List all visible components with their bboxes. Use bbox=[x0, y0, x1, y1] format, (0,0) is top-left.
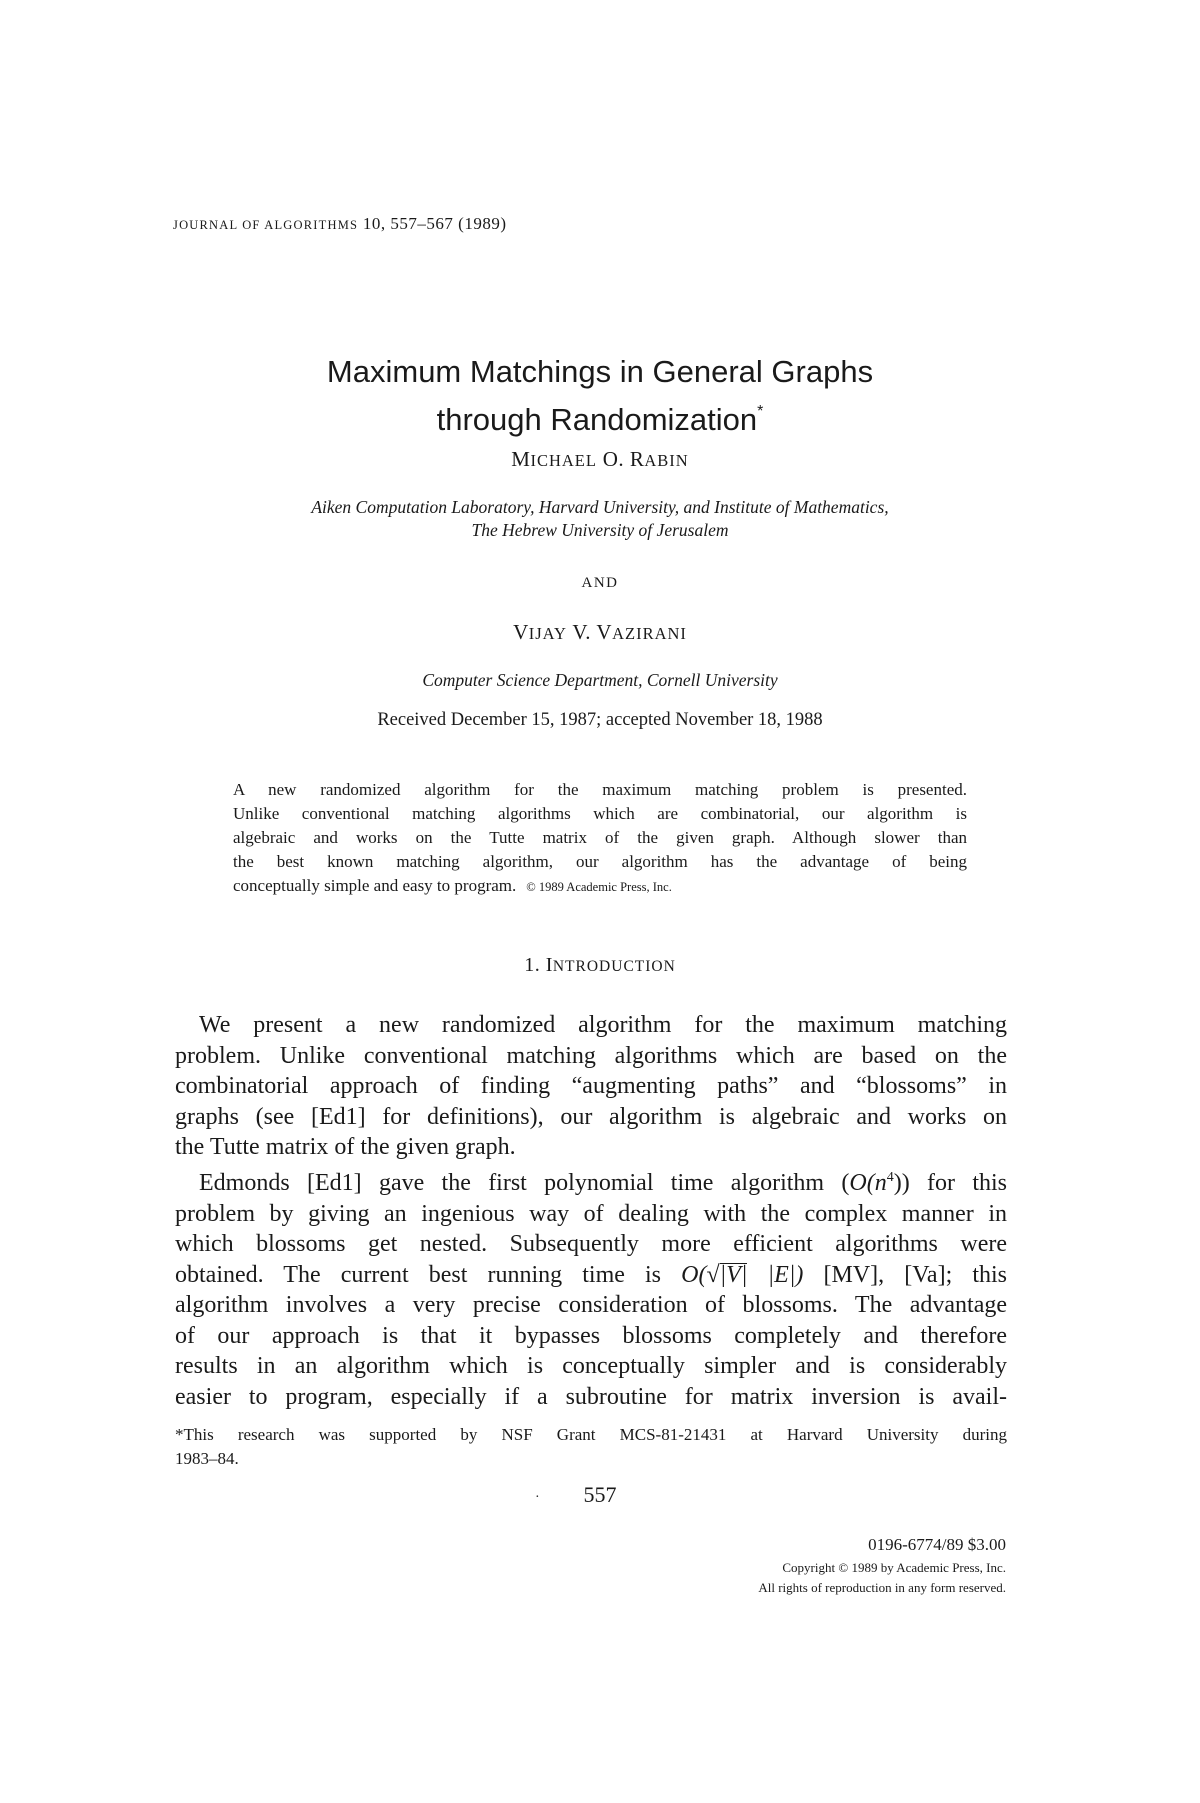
author-1-last-rest: ABIN bbox=[644, 451, 689, 470]
abstract-line: A new randomized algorithm for the maximum matching problem is presented. bbox=[233, 780, 967, 799]
math-edge-count: |E|) bbox=[747, 1261, 804, 1288]
body-line bbox=[175, 1163, 1007, 1199]
math-exponent: 4 bbox=[886, 1170, 894, 1185]
received-date: Received December 15, 1987; accepted November 18, 1988 bbox=[377, 710, 823, 730]
author-2-first-rest: IJAY bbox=[528, 624, 567, 643]
author-2-middle: V. V bbox=[572, 620, 613, 644]
abstract bbox=[233, 778, 967, 899]
abstract-copyright: © 1989 Academic Press, Inc. bbox=[526, 880, 672, 894]
section-title-initial: I bbox=[545, 954, 553, 976]
author-2-last-rest: AZIRANI bbox=[612, 624, 687, 643]
author-1-middle: O. R bbox=[602, 447, 645, 471]
affiliation-1-line-1: Aiken Computation Laboratory, Harvard University, and Institute of Mathematics, bbox=[311, 497, 889, 517]
author-1 bbox=[0, 447, 1200, 472]
section-heading bbox=[0, 954, 1200, 977]
abstract-line: Unlike conventional matching algorithms which are combinatorial, our algorithm is bbox=[233, 804, 967, 823]
section-number: 1. bbox=[524, 954, 541, 976]
abstract-last-text: conceptually simple and easy to program. bbox=[233, 876, 517, 895]
body-line: combinatorial approach of finding “augmenting paths” and “blossoms” in bbox=[175, 1073, 1007, 1099]
math-big-o: O(n bbox=[849, 1170, 887, 1196]
body-line: of our approach is that it bypasses blossoms completely and therefore bbox=[175, 1322, 1007, 1349]
paper-title-line-1: Maximum Matchings in General Graphs bbox=[326, 354, 874, 389]
volume-pages-year: 10, 557–567 (1989) bbox=[362, 214, 507, 233]
body-line: We present a new randomized algorithm for the maximum matching bbox=[199, 1012, 1007, 1038]
paper-title-line-2-text: through Randomization bbox=[436, 402, 758, 437]
running-head bbox=[173, 214, 507, 234]
page-number: 557 bbox=[583, 1482, 617, 1507]
paper-title-line-2 bbox=[0, 392, 1200, 440]
body-line: graphs (see [Ed1] for definitions), our algorithm is algebraic and works on bbox=[175, 1103, 1007, 1130]
body-paragraph-2 bbox=[175, 1163, 1007, 1412]
body-line: problem by giving an ingenious way of dealing with the complex manner in bbox=[175, 1200, 1007, 1227]
author-2-initial: V bbox=[513, 620, 529, 644]
body-line: the Tutte matrix of the given graph. bbox=[175, 1134, 516, 1160]
body-line: algorithm involves a very precise consideration of blossoms. The advantage bbox=[175, 1292, 1007, 1318]
abstract-line: algebraic and works on the Tutte matrix of the given graph. Although slower than bbox=[233, 828, 967, 847]
abstract-line: the best known matching algorithm, our algorithm has the advantage of being bbox=[233, 852, 967, 871]
body-paragraph-1 bbox=[175, 1010, 1007, 1163]
rights-notice: All rights of reproduction in any form reserved. bbox=[758, 1580, 1006, 1595]
footnote-line-1: *This research was supported by NSF Grant MCS-81-21431 at Harvard University during bbox=[175, 1425, 1007, 1444]
affiliation-1-line-2: The Hebrew University of Jerusalem bbox=[471, 520, 729, 540]
title-footnote-mark: * bbox=[757, 403, 764, 420]
and-separator: AND bbox=[581, 575, 619, 591]
margin-dot: · bbox=[535, 1490, 540, 1505]
body-text-span: Edmonds [Ed1] gave the first polynomial time algorithm ( bbox=[199, 1170, 850, 1196]
body-line: results in an algorithm which is conceptually simpler and is considerably bbox=[175, 1353, 1007, 1379]
issn-price: 0196-6774/89 $3.00 bbox=[868, 1535, 1006, 1554]
body-text-span: )) for this bbox=[893, 1170, 1007, 1196]
footnote-line-2: 1983–84. bbox=[175, 1449, 239, 1468]
abstract-line-last bbox=[233, 874, 967, 899]
copyright-notice: Copyright © 1989 by Academic Press, Inc. bbox=[782, 1560, 1006, 1575]
author-1-first-rest: ICHAEL bbox=[530, 451, 597, 470]
affiliation-2: Computer Science Department, Cornell University bbox=[422, 670, 778, 690]
body-line bbox=[175, 1260, 1007, 1291]
section-title-rest: NTRODUCTION bbox=[552, 958, 676, 975]
body-line: problem. Unlike conventional matching algorithms which are based on the bbox=[175, 1042, 1007, 1069]
math-vertex-count: |V| bbox=[719, 1261, 748, 1288]
author-1-initial: M bbox=[511, 447, 531, 471]
body-line: easier to program, especially if a subroutine for matrix inversion is avail- bbox=[175, 1383, 1007, 1410]
sqrt-symbol: √|V| bbox=[706, 1261, 748, 1288]
author-2 bbox=[0, 620, 1200, 645]
math-big-o: O( bbox=[681, 1261, 707, 1288]
body-text-span: obtained. The current best running time is bbox=[175, 1261, 682, 1288]
body-text-span: [MV], [Va]; this bbox=[803, 1261, 1008, 1288]
body-line: which blossoms get nested. Subsequently more efficient algorithms were bbox=[175, 1231, 1007, 1257]
journal-name: JOURNAL OF ALGORITHMS bbox=[173, 218, 359, 232]
footnote bbox=[175, 1423, 1007, 1471]
